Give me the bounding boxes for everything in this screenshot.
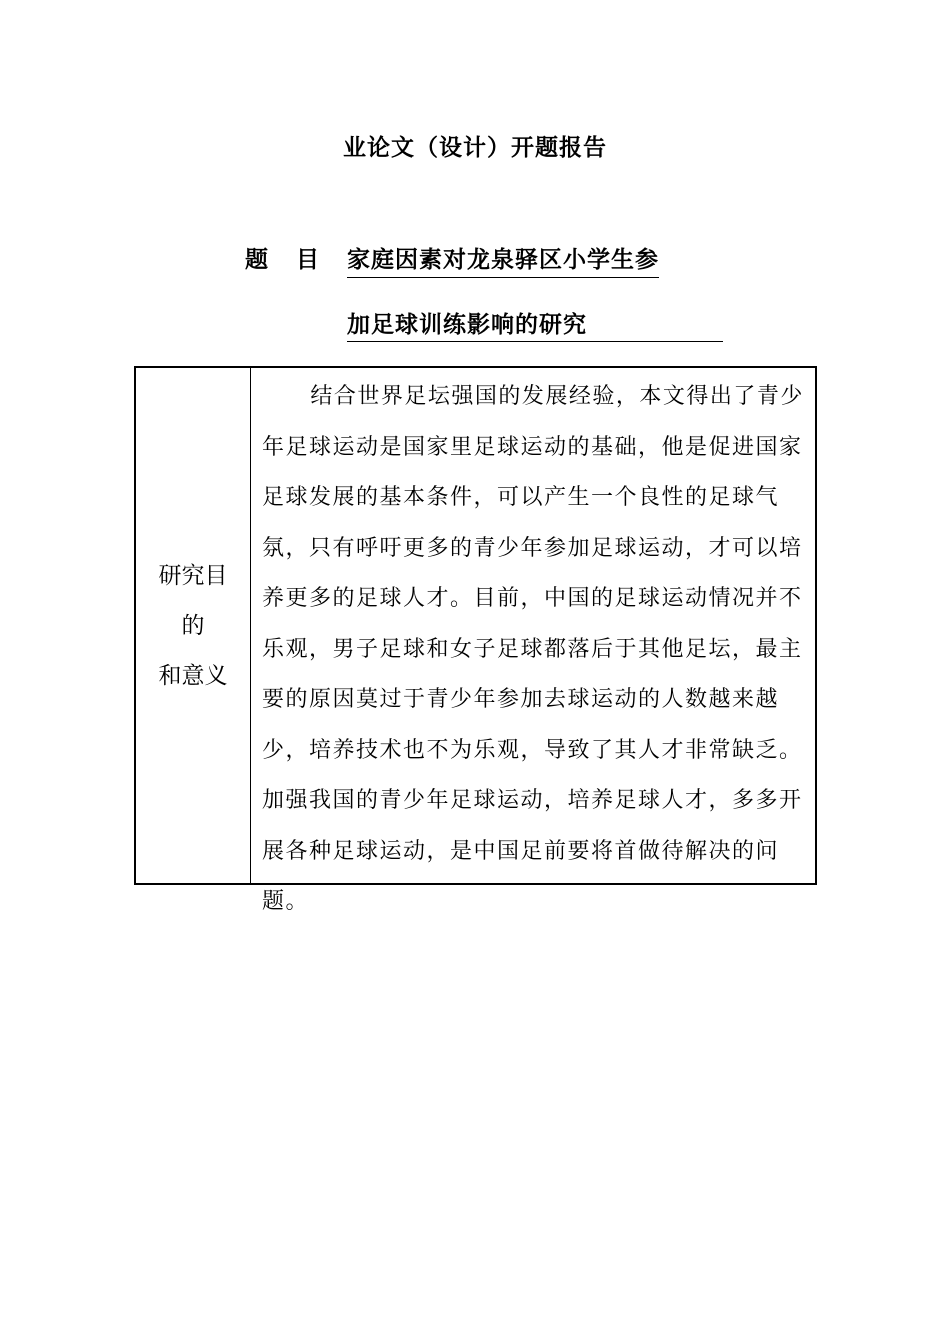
row-label-cell xyxy=(136,368,251,883)
row-label-line: 和意义 xyxy=(158,662,228,689)
document-title: 业论文（设计）开题报告 xyxy=(343,135,607,161)
purpose-paragraph: 结合世界足坛强国的发展经验，本文得出了青少年足球运动是国家里足球运动的基础，他是促进国家足球发展的基本条件，可以产生一个良性的足球气氛，只有呼吁更多的青少年参加足球运动，才可以培养更多的足球人才。目前，中国的足球运动情况并不乐观，男子足球和女子足球都落后于其他足坛，最主要的原因莫过于青少年参加去球运动的人数越来越少，培养技术也不为乐观，导致了其人才非常缺乏。加强我国的青少年足球运动，培养足球人才，多多开展各种足球运动，是中国足前要将首做待解决的问题。 xyxy=(262,384,804,914)
row-label-line: 的 xyxy=(181,612,205,639)
row-label xyxy=(143,551,243,701)
row-content-cell xyxy=(251,368,815,914)
row-label-line: 研究目 xyxy=(158,562,228,589)
topic-value-line1: 家庭因素对龙泉驿区小学生参 xyxy=(347,243,659,278)
proposal-table xyxy=(134,366,817,914)
topic-line xyxy=(245,243,659,279)
topic-value-line2: 加足球训练影响的研究 xyxy=(347,308,723,342)
topic-label: 题目 xyxy=(245,247,347,273)
